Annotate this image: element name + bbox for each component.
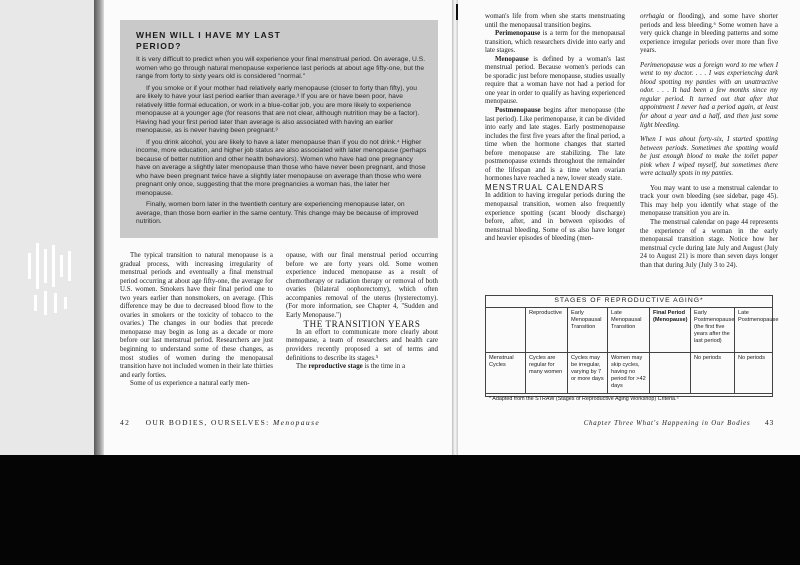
table-header-cell: Final Period (Menopause)	[650, 308, 691, 352]
table-cell: Cycles may be irregular, varying by 7 or more days	[568, 353, 608, 393]
body-paragraph: In an effort to communicate more clearly about menopause, a team of researchers and health care providers recently proposed a set of terms and definitions to describe its stages.⁵	[286, 328, 438, 362]
binding-edge	[0, 0, 102, 455]
body-paragraph: opause, with our final menstrual period occurring before we are forty years old. Some women experience induced menopause as a result of chemotherapy or radiation therapy or removal of both ovaries (bilateral oophorectomy), which often accompanies removal of the uterus (hysterectomy). (For more information, see Chapter 4, "Sudden and Early Menopause.")	[286, 252, 438, 319]
sidebar-paragraph: It is very difficult to predict when you will experience your final menstrual period. On average, U.S. women who go through natural menopause experience last periods at about age fifty-one, but the range from forty to sixty years old is considered "normal."	[136, 56, 426, 80]
table-header-cell: Reproductive	[526, 308, 568, 352]
body-paragraph: The typical transition to natural menopause is a gradual process, with increasing irregularity of menstrual periods and eventually a final menstrual period occurring at about age fifty-one, the average for U.S. women. Smokers have their final period one to two years earlier than nonsmokers, on average. (This difference may be due to decreased blood flow to the ovaries in smokers or the toxicity of tobacco to the ovaries.) The changes in our bodies that precede menopause may begin as long as a decade or more before our last menstrual period. Researchers are just beginning to understand some of these changes, as most studies of women during the menopausal transition have not included women in their late thirties and early forties.	[120, 252, 273, 379]
left-page-footer	[120, 418, 320, 427]
body-paragraph: Perimenopause is a term for the menopausal transition, which researchers divide into early and late stages.	[485, 30, 625, 55]
table-header-cell: Early Postmenopause (the first five years after the last period)	[691, 308, 735, 352]
table-cell: No periods	[738, 355, 766, 361]
sidebar-title: WHEN WILL I HAVE MY LAST PERIOD?	[136, 30, 281, 51]
right-column-2	[640, 13, 778, 270]
body-paragraph: You may want to use a menstrual calendar to track your own bleeding (see sidebar, page 45). This may help you identify what stage of the menopause transition you are in.	[640, 184, 778, 218]
body-paragraph: The reproductive stage is the time in a	[296, 363, 406, 371]
table-footnote: * Adapted from the STRAW (Stages of Reproductive Aging Workshop) Criteria.⁵	[489, 396, 679, 402]
page-number: 43	[764, 418, 774, 427]
scan-background	[0, 455, 800, 565]
term: reproductive stage	[308, 363, 363, 371]
right-page-footer	[584, 418, 774, 427]
section-heading: MENSTRUAL CALENDARS	[485, 182, 605, 192]
book-title: OUR BODIES, OURSELVES:	[145, 418, 270, 427]
table-cell: Cycles are regular for many women	[526, 353, 568, 393]
sidebar-body	[136, 56, 428, 230]
table-header-cell: Late Postmenopause	[738, 310, 779, 323]
page-number: 42	[120, 418, 131, 427]
body-paragraph: Postmenopause begins after menopause (the last period). Like perimenopause, it can be divided into early and late stages. Early postmenopause includes the first five years after the final period, a time when the hormone changes that started before menopause are stabilizing. The late postmenopause extends throughout the remainder of the lifespan and is a time when ovarian hormones have reached a new, lower steady state.	[485, 107, 625, 183]
table-cell	[650, 353, 691, 393]
table-row	[486, 353, 772, 394]
term: Menopause	[495, 55, 529, 63]
body-paragraph: The menstrual calendar on page 44 represents the experience of a woman in the early menopausal transition stage. Notice how her menstrual cycle during late July and August (July 24 to August 21) is more than seven days longer than that during July (July 3 to 24).	[640, 219, 778, 269]
page-gutter	[452, 0, 458, 455]
body-paragraph: woman's life from when she starts menstruating until the menopausal transition begins.	[485, 13, 625, 29]
quote: When I was about forty-six, I started spotting between periods. Sometimes the spotting would be just enough blood to make the toilet paper pink when I wiped myself, but sometimes there were actually spots in my panties.	[640, 136, 778, 178]
table-cell: Women may skip cycles, having no period for >42 days	[608, 353, 650, 393]
sidebar-paragraph: If you smoke or if your mother had relatively early menopause (closer to forty than fifty), you are likely to have your last period earlier than average.³ If you are or have been poor, have relatively little formal education, or work in a blue-collar job, you are more likely to experience menopause at a younger age (for reasons that are not clear, although nutrition may be a factor). Having had your first period later than average is also associated with having an earlier menopause, as is never having been pregnant.³	[136, 84, 420, 134]
book-subtitle: Menopause	[272, 418, 321, 427]
term: Postmenopause	[495, 107, 541, 115]
body-paragraph: In addition to having irregular periods during the menopausal transition, women also frequently experience spotting (scant bloody discharge) before, after, and in between episodes of menstrual bleeding. Some of us also have longer and heavier episodes of bleeding (men-	[485, 192, 625, 243]
table-row-label: Menstrual Cycles	[486, 353, 526, 393]
table-title: STAGES OF REPRODUCTIVE AGING*	[486, 296, 772, 308]
chapter-title: What's Happening in Our Bodies	[636, 420, 751, 427]
table-header-cell: Late Menopausal Transition	[608, 308, 650, 352]
body-paragraph: orrhagia or flooding), and some have shorter periods and less bleeding.⁶ Some women have a very quick change in bleeding patterns and some experience irregular periods over more than five years.	[640, 13, 778, 55]
sidebar-paragraph: Finally, women born later in the twentieth century are experiencing menopause later, on average, than those born earlier in the same century. This change may be because of improved nutrition.	[136, 201, 419, 225]
gutter-mark	[456, 4, 458, 20]
table-header-row	[486, 308, 779, 353]
left-column-2	[286, 252, 438, 372]
scan-artifact-marks	[10, 235, 90, 335]
stages-table	[485, 295, 779, 402]
chapter-label: Chapter Three	[583, 420, 634, 427]
sidebar-box	[120, 20, 438, 238]
term: Perimenopause	[495, 30, 541, 38]
sidebar-paragraph: If you drink alcohol, you are likely to have a later menopause than if you do not drink.⁴ Higher income, more education, and higher job status are also associated with later menopause (perhaps because of better nutrition and other health behaviors). Women who have had one pregnancy have on average a slightly later menopause than those who have never been pregnant, and those who have been pregnant twice have a slightly later menopause on average than those who were pregnant only once, suggesting that the more pregnancies a woman has, the later her menopause.	[136, 138, 427, 197]
body-paragraph: Menopause is defined by a woman's last menstrual period. Because women's periods can be sporadic just before menopause, studies usually require that a woman have not had a period for one year in order to qualify as having experienced menopause.	[485, 55, 625, 106]
left-column-1	[120, 252, 273, 389]
quote: Perimenopause was a foreign word to me when I went to my doctor. . . . I was experiencing dark blood spotting my panties with an unattractive odor. . . . It had been a few months since my regular period. It turned out that after that appointment I never had a period again, at least for about a year and a half, and then just some light bleeding.	[640, 61, 778, 129]
body-paragraph: Some of us experience a natural early men-	[130, 380, 250, 388]
right-column-1	[485, 13, 625, 244]
section-heading: THE TRANSITION YEARS	[303, 319, 421, 330]
table-header-cell	[486, 308, 526, 352]
binding-shadow	[94, 0, 104, 455]
table-header-cell: Early Menopausal Transition	[568, 308, 608, 352]
table-cell: No periods	[691, 353, 735, 393]
